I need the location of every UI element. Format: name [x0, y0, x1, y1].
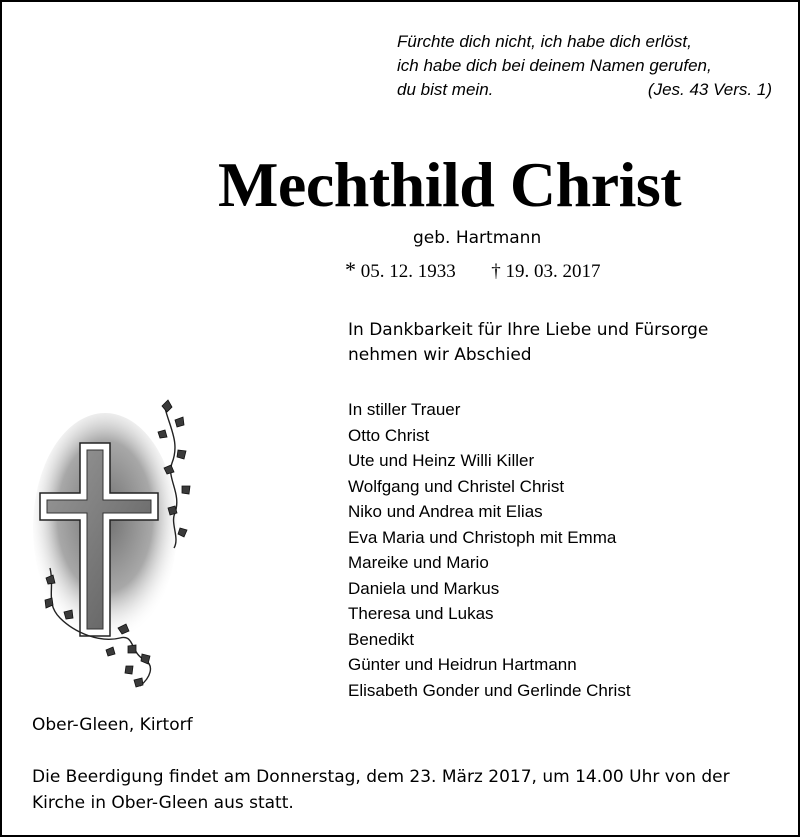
mourner-name: Mareike und Mario	[348, 553, 489, 572]
mourner-name: Niko und Andrea mit Elias	[348, 502, 543, 521]
verse-line-3	[397, 78, 772, 102]
residence-place: Ober-Gleen, Kirtorf	[32, 715, 193, 735]
deceased-name: Mechthild Christ	[218, 149, 682, 220]
bible-verse	[397, 30, 772, 102]
maiden-name: geb. Hartmann	[413, 228, 542, 248]
mourners-list	[348, 397, 631, 703]
thanks-line-2: nehmen wir Abschied	[348, 345, 532, 365]
funeral-line-2: Kirche in Ober-Gleen aus statt.	[32, 793, 294, 813]
mourner-name: Benedikt	[348, 629, 415, 649]
mourner-name: Otto Christ	[348, 425, 430, 445]
verse-reference: (Jes. 43 Vers. 1)	[647, 80, 772, 99]
mourner-name: Theresa und Lukas	[348, 604, 494, 623]
cross-with-ivy-icon	[30, 398, 200, 690]
mourner-name: Wolfgang und Christel Christ	[348, 476, 565, 496]
mourner-name: Daniela und Markus	[348, 578, 500, 598]
birth-date: 05. 12. 1933	[360, 261, 456, 282]
thanks-line-1: In Dankbarkeit für Ihre Liebe und Fürsorge	[348, 320, 709, 340]
birth-star-icon: *	[345, 257, 356, 282]
mourner-name: Ute und Heinz Willi Killer	[348, 451, 535, 470]
life-dates	[345, 257, 601, 285]
verse-line-1: Fürchte dich nicht, ich habe dich erlöst,	[397, 32, 692, 51]
mourner-name: Elisabeth Gonder und Gerlinde Christ	[348, 680, 631, 700]
mourner-name: Eva Maria und Christoph mit Emma	[348, 527, 617, 547]
verse-line-3-text: du bist mein.	[397, 80, 494, 99]
mourner-name: Günter und Heidrun Hartmann	[348, 655, 577, 674]
death-cross-icon: †	[491, 261, 501, 282]
funeral-line-1: Die Beerdigung findet am Donnerstag, dem 23. März 2017, um 14.00 Uhr von der	[32, 767, 730, 787]
verse-line-2: ich habe dich bei deinem Namen gerufen,	[397, 56, 712, 75]
death-date: 19. 03. 2017	[505, 261, 601, 282]
thanks-text	[348, 318, 708, 368]
mourners-heading: In stiller Trauer	[348, 400, 461, 419]
funeral-info	[32, 764, 730, 816]
